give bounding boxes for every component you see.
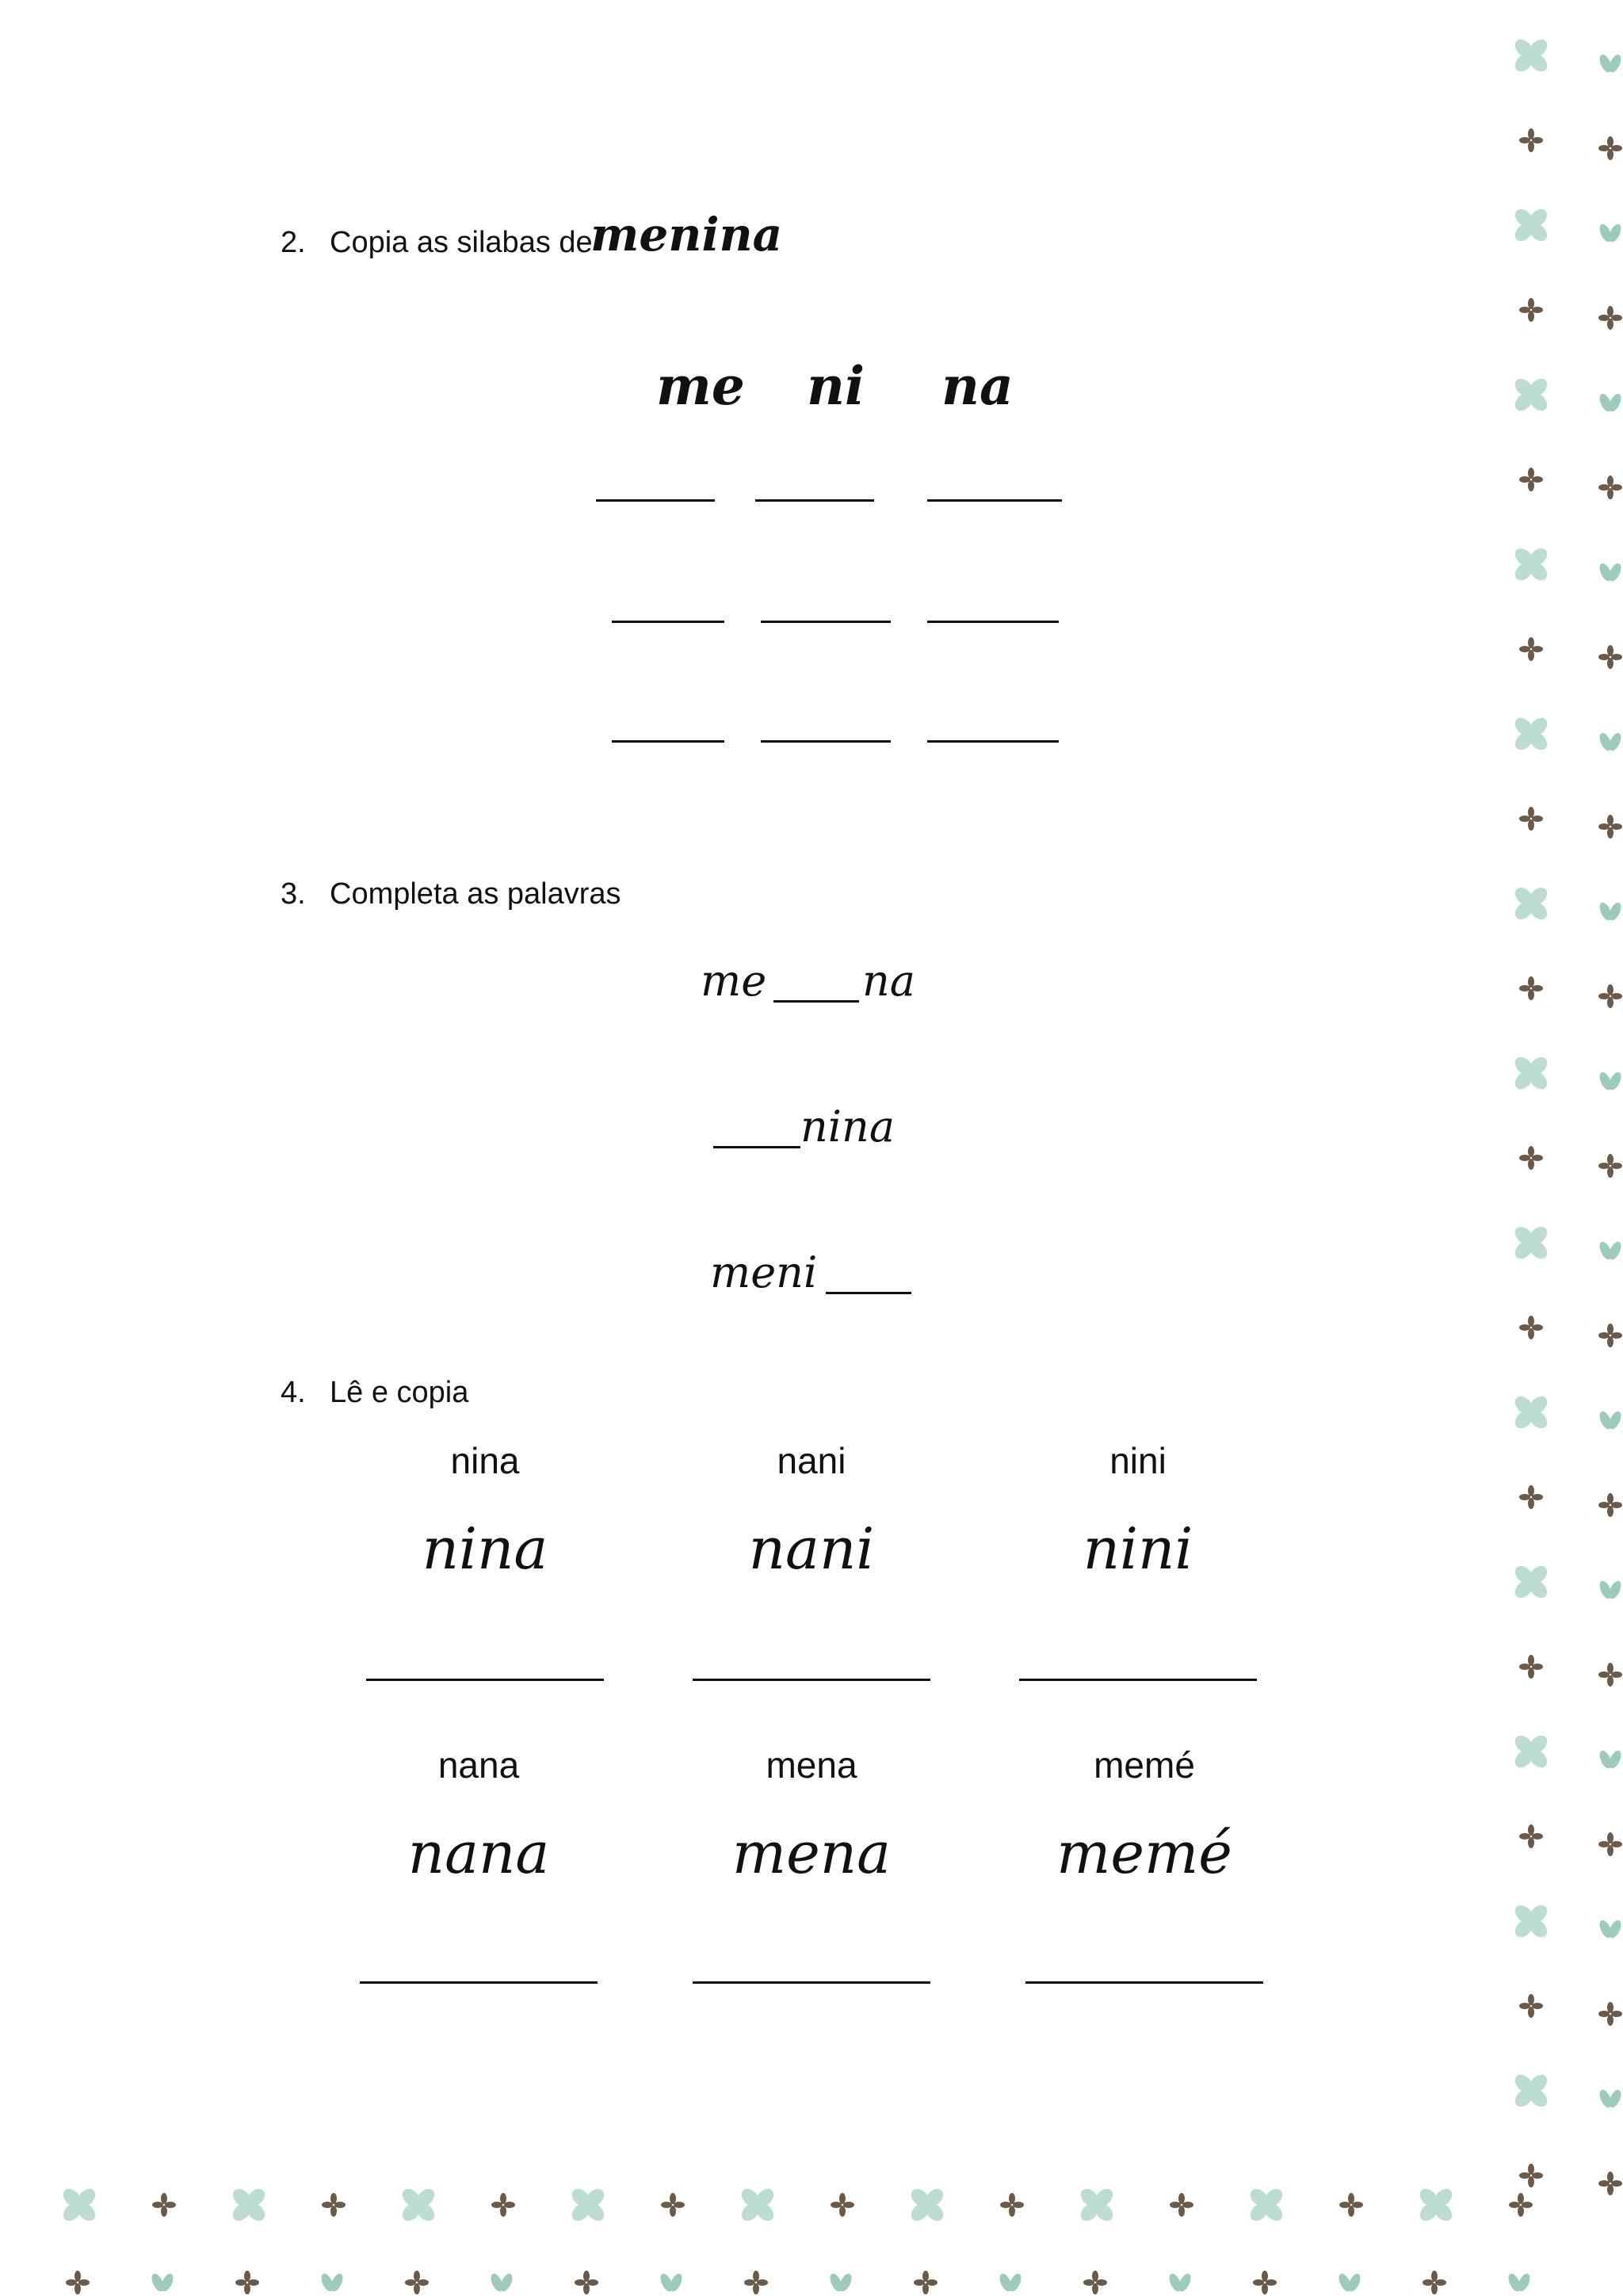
question-number: 2. <box>281 226 306 259</box>
flower-icon <box>1598 306 1622 330</box>
answer-line[interactable] <box>761 740 891 743</box>
print-word: nani <box>777 1440 846 1481</box>
word-part: nina <box>800 1102 896 1152</box>
print-word: nina <box>450 1440 520 1481</box>
answer-line[interactable] <box>612 740 724 743</box>
clover-icon <box>1077 2185 1116 2224</box>
flower-icon <box>1509 2193 1533 2217</box>
clover-icon <box>1511 2071 1550 2110</box>
fill-blank[interactable] <box>713 1146 800 1148</box>
word-part: meni <box>710 1247 818 1297</box>
flower-icon <box>1598 1832 1622 1856</box>
flower-icon <box>661 2193 685 2217</box>
flower-icon <box>1519 2164 1543 2187</box>
flower-icon <box>1423 2271 1446 2294</box>
answer-line[interactable] <box>612 621 724 623</box>
leaf-icon <box>1597 901 1623 923</box>
leaf-icon <box>827 2272 854 2294</box>
flower-icon <box>1598 476 1622 499</box>
clover-icon <box>1511 1223 1550 1262</box>
answer-line[interactable] <box>927 499 1062 502</box>
flower-icon <box>1519 468 1543 491</box>
flower-icon <box>1170 2193 1193 2217</box>
flower-icon <box>914 2271 938 2294</box>
copy-line[interactable] <box>360 1981 598 1984</box>
flower-icon <box>1083 2271 1107 2294</box>
question-number: 4. <box>281 1376 306 1409</box>
flower-icon <box>1598 1493 1622 1517</box>
flower-icon <box>405 2271 429 2294</box>
leaf-icon <box>1597 223 1623 244</box>
flower-icon <box>575 2271 598 2294</box>
clover-icon <box>399 2185 437 2224</box>
flower-icon <box>1598 1324 1622 1347</box>
script-word: nana <box>407 1820 550 1886</box>
answer-line[interactable] <box>927 621 1059 623</box>
clover-icon <box>738 2185 777 2224</box>
flower-icon <box>1339 2193 1363 2217</box>
script-word: mena <box>731 1820 892 1886</box>
flower-icon <box>1519 637 1543 661</box>
leaf-icon <box>488 2272 514 2294</box>
flower-icon <box>1598 815 1622 839</box>
question-text: Completa as palavras <box>330 877 621 911</box>
question-text: Lê e copia <box>330 1376 469 1409</box>
clover-icon <box>1511 36 1550 74</box>
fill-blank[interactable] <box>826 1292 911 1294</box>
clover-icon <box>1511 1392 1550 1431</box>
leaf-icon <box>1597 1580 1623 1601</box>
clover-icon <box>1416 2185 1455 2224</box>
leaf-icon <box>149 2272 175 2294</box>
leaf-icon <box>1597 1919 1623 1940</box>
flower-icon <box>744 2271 768 2294</box>
flower-icon <box>66 2271 90 2294</box>
print-word: nana <box>437 1744 520 1786</box>
clover-icon <box>1511 884 1550 923</box>
clover-icon <box>1511 544 1550 583</box>
script-word: nina <box>422 1515 548 1582</box>
syllable: ni <box>807 355 865 417</box>
leaf-icon <box>1597 392 1623 414</box>
flower-icon <box>1519 1994 1543 2018</box>
print-word: mena <box>766 1744 857 1786</box>
clover-icon <box>1511 1562 1550 1601</box>
copy-line[interactable] <box>693 1981 930 1984</box>
leaf-icon <box>1597 1410 1623 1431</box>
clover-icon <box>568 2185 607 2224</box>
flower-icon <box>831 2193 854 2217</box>
answer-line[interactable] <box>927 740 1059 743</box>
leaf-icon <box>1597 53 1623 74</box>
flower-icon <box>1598 645 1622 669</box>
flower-icon <box>1519 976 1543 1000</box>
flower-icon <box>1598 136 1622 160</box>
flower-icon <box>152 2193 176 2217</box>
flower-icon <box>235 2271 259 2294</box>
clover-icon <box>907 2185 946 2224</box>
answer-line[interactable] <box>596 499 715 502</box>
leaf-icon <box>1597 1749 1623 1771</box>
answer-line[interactable] <box>755 499 874 502</box>
script-word: nini <box>1083 1515 1193 1582</box>
flower-icon <box>1519 1146 1543 1170</box>
leaf-icon <box>1506 2272 1532 2294</box>
copy-line[interactable] <box>693 1679 930 1681</box>
clover-icon <box>59 2185 98 2224</box>
clover-icon <box>1511 1053 1550 1092</box>
flower-icon <box>1519 128 1543 152</box>
flower-icon <box>1519 807 1543 831</box>
flower-icon <box>1253 2271 1277 2294</box>
leaf-icon <box>1597 1240 1623 1262</box>
copy-line[interactable] <box>366 1679 604 1681</box>
clover-icon <box>229 2185 268 2224</box>
syllable: me <box>656 355 745 417</box>
script-word: memé <box>1056 1820 1232 1886</box>
copy-line[interactable] <box>1019 1679 1257 1681</box>
flower-icon <box>1598 1154 1622 1178</box>
flower-icon <box>1000 2193 1024 2217</box>
flower-icon <box>1598 2002 1622 2026</box>
flower-icon <box>1519 1824 1543 1848</box>
leaf-icon <box>1336 2272 1362 2294</box>
flower-icon <box>322 2193 346 2217</box>
flower-icon <box>1519 298 1543 322</box>
question-number: 3. <box>281 877 306 911</box>
copy-line[interactable] <box>1025 1981 1263 1984</box>
leaf-icon <box>997 2272 1023 2294</box>
flower-icon <box>491 2193 515 2217</box>
word-part: na <box>862 956 915 1006</box>
flower-icon <box>1519 1316 1543 1339</box>
clover-icon <box>1511 375 1550 414</box>
syllable: na <box>941 355 1014 417</box>
question-text: Copia as silabas de <box>330 226 593 259</box>
flower-icon <box>1598 984 1622 1008</box>
clover-icon <box>1511 714 1550 753</box>
script-word: nani <box>748 1515 875 1582</box>
answer-line[interactable] <box>761 621 891 623</box>
leaf-icon <box>1167 2272 1193 2294</box>
clover-icon <box>1511 1732 1550 1771</box>
print-word: nini <box>1109 1440 1167 1481</box>
leaf-icon <box>1597 732 1623 753</box>
leaf-icon <box>658 2272 684 2294</box>
clover-icon <box>1511 1901 1550 1940</box>
leaf-icon <box>1597 2088 1623 2110</box>
leaf-icon <box>1597 562 1623 583</box>
clover-icon <box>1511 205 1550 244</box>
flower-icon <box>1598 2172 1622 2195</box>
cursive-word: menina <box>590 208 783 262</box>
fill-blank[interactable] <box>773 1000 859 1003</box>
print-word: memé <box>1094 1744 1195 1786</box>
clover-icon <box>1247 2185 1285 2224</box>
flower-icon <box>1598 1663 1622 1687</box>
leaf-icon <box>319 2272 345 2294</box>
word-part: me <box>701 956 767 1006</box>
leaf-icon <box>1597 1071 1623 1092</box>
flower-icon <box>1519 1485 1543 1509</box>
flower-icon <box>1519 1655 1543 1679</box>
